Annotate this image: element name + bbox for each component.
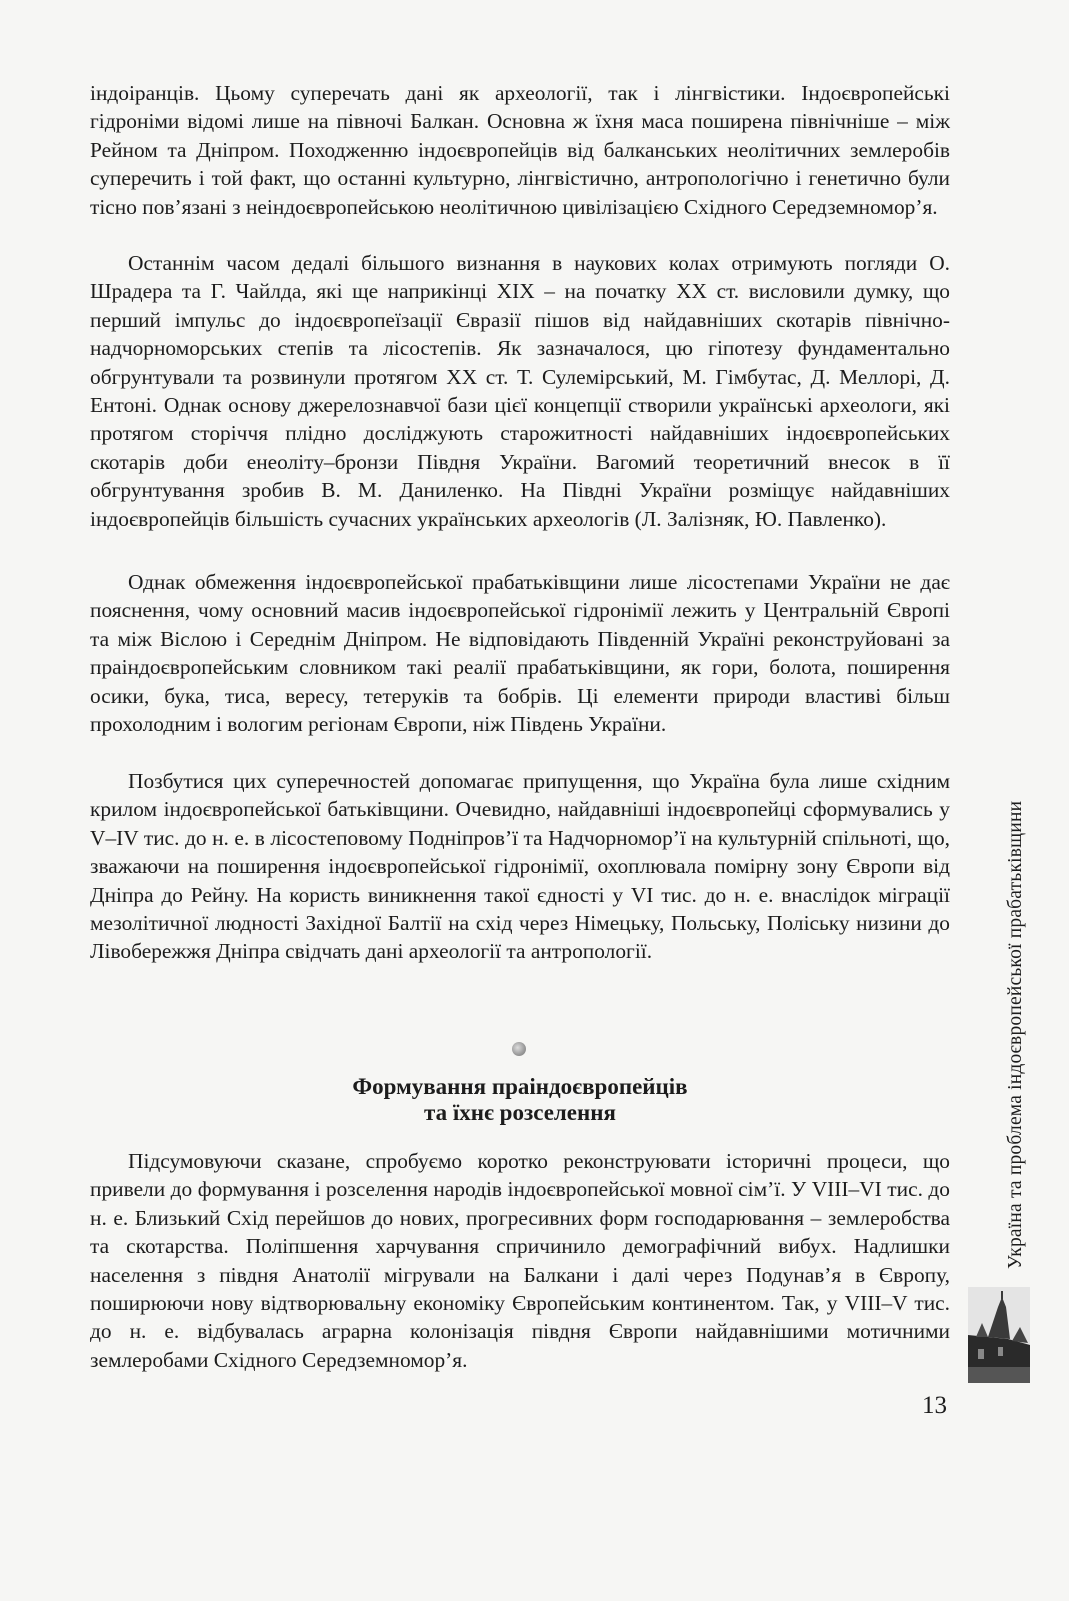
paragraph-shrader-childe: Останнім часом дедалі більшого визнання в наукових колах отримують погляди О. Шрадера та Г. Чайлда, які ще наприкінці XIX – на початку XX ст. висловили думку, що перший імпульс до індоєвропеїзації Євразії пішов від найдавніших скотарів північно-надчорноморських степів та лісостепів. Як зазначалося, цю гіпотезу фундаментально обгрунтували та розвинули протягом XX ст. Т. Сулемірський, М. Гімбутас, Д. Меллорі, Д. Ентоні. Однак основу джерелознавчої бази цієї концепції створили українські археологи, які протягом сторіччя плідно досліджують старожитності найдавніших індоєвропейських скотарів доби енеоліту–бронзи Півдня України. Вагомий теоретичний внесок в її обгрунтування зробив В. М. Даниленко. На Півдні України розміщує найдавніших індоєвропейців більшість сучасних українських археологів (Л. Залізняк, Ю. Павленко).	[90, 251, 950, 531]
church-illustration	[968, 1287, 1030, 1383]
running-side-title: Україна та проблема індоєвропейської прабатьківщини	[1005, 800, 1026, 1269]
page-number: 13	[922, 1392, 947, 1419]
section-title-line-1: Формування праіндоєвропейців	[352, 1074, 688, 1099]
section-divider-ornament	[512, 1042, 526, 1056]
paragraph-section-intro: Підсумовуючи сказане, спробуємо коротко реконструювати історичні процеси, що привели до формування і розселення народів індоєвропейської мовної сім’ї. У VIII–VI тис. до н. е. Близький Схід перейшов до нових, прогресивних форм господарювання – землеробства та скотарства. Поліпшення харчування спричинило демографічний вибух. Надлишки населення з півдня Анатолії мігрували на Балкани і далі через Подунав’я в Європу, поширюючи нову відтворювальну економіку Європейським континентом. Так, у VIII–V тис. до н. е. відбувалась аграрна колонізація півдня Європи найдавнішими мотичними землеробами Східного Середземномор’я.	[90, 1149, 950, 1372]
paragraph-eastern-wing: Позбутися цих суперечностей допомагає припущення, що Україна була лише східним крилом індоєвропейської батьківщини. Очевидно, найдавніші індоєвропейці сформувались у V–IV тис. до н. е. в лісостеповому Подніпров’ї та Надчорномор’ї на культурній спільноті, що, зважаючи на поширення індоєвропейської гідронімії, охоплювала помірну зону Європи від Дніпра до Рейну. На користь виникнення такої єдності у VI тис. до н. е. внаслідок міграції мезолітичної людності Західної Балтії на схід через Німецьку, Польську, Поліську низини до Лівобережжя Дніпра свідчать дані археології та антропології.	[90, 769, 950, 964]
section-title-line-2: та їхнє розселення	[424, 1100, 616, 1125]
paragraph-homeland-limits: Однак обмеження індоєвропейської прабатьківщини лише лісостепами України не дає пояснення, чому основний масив індоєвропейської гідронімії лежить у Центральній Європі та між Віслою і Середнім Дніпром. Не відповідають Південній Україні реконструйовані за праіндоєвропейським словником такі реалії прабатьківщини, як гори, болота, поширення осики, бука, тиса, вересу, тетеруків та бобрів. Ці елементи природи властиві більш прохолодним і вологим регіонам Європи, ніж Південь України.	[90, 570, 950, 737]
paragraph-continuation: індоіранців. Цьому суперечать дані як археології, так і лінгвістики. Індоєвропейські гідроніми відомі лише на півночі Балкан. Основна ж їхня маса поширена північніше – між Рейном та Дніпром. Походженню індоєвропейців від балканських неолітичних землеробів суперечить і той факт, що останні культурно, лінгвістично, антропологічно і генетично були тісно пов’язані з неіндоєвропейською неолітичною цивілізацією Східного Середземномор’я.	[90, 81, 950, 219]
section-title	[290, 1074, 750, 1126]
